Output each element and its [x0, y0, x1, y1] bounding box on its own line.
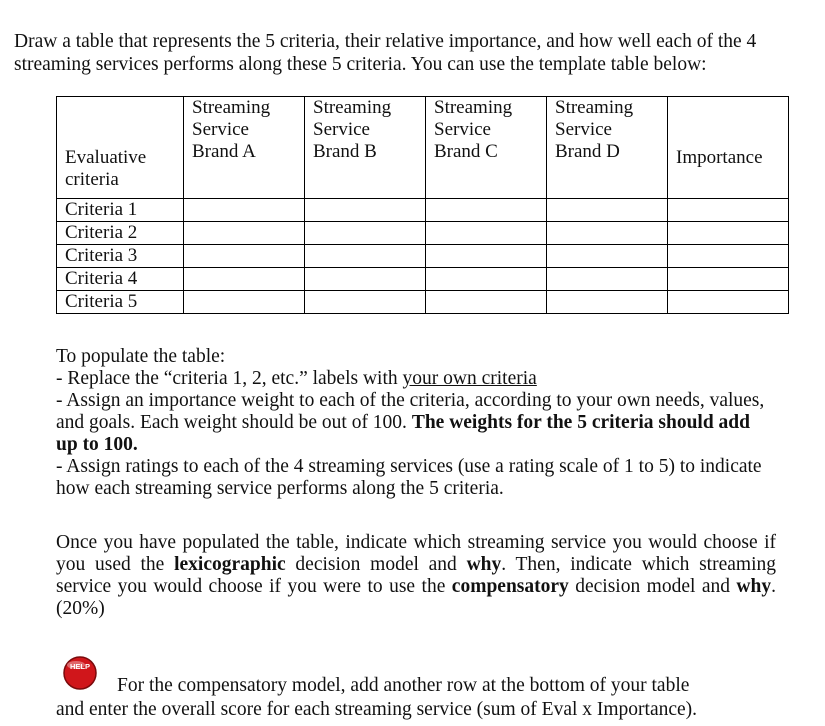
- rating-cell: [547, 268, 668, 291]
- rating-cell: [184, 199, 305, 222]
- populate-item-1: [56, 368, 776, 390]
- brand-a-line2: Service: [192, 119, 249, 140]
- brand-c-line1: Streaming: [434, 97, 513, 118]
- instr-text-4: decision model and: [568, 576, 737, 597]
- rating-cell: [426, 245, 547, 268]
- brand-d-header: [547, 97, 668, 199]
- rating-cell: [184, 268, 305, 291]
- instr-text-3: . Then, indicate which streaming service you would choose if you were to use the: [56, 554, 776, 597]
- help-note-line-1: For the compensatory model, add another row at the bottom of your table: [117, 675, 690, 696]
- intro-text: Draw a table that represents the 5 criteria, their relative importance, and how well each of the 4 streaming services performs along these 5 criteria. You can use the template table below:: [14, 31, 757, 75]
- rating-cell: [305, 268, 426, 291]
- brand-b-line2: Service: [313, 119, 370, 140]
- rating-cell: [184, 291, 305, 314]
- populate-instructions: [56, 346, 776, 500]
- table-header-row: [57, 97, 789, 199]
- rating-cell: [547, 245, 668, 268]
- importance-header: Importance: [676, 147, 763, 168]
- rating-cell: [184, 222, 305, 245]
- criteria-label: Criteria 4: [57, 268, 184, 291]
- rating-cell: [305, 199, 426, 222]
- criteria-label: Criteria 1: [57, 199, 184, 222]
- table-row: [57, 268, 789, 291]
- help-note-line-2: and enter the overall score for each streaming service (sum of Eval x Importance).: [56, 699, 698, 720]
- importance-cell: [668, 245, 789, 268]
- decision-model-instructions: [56, 532, 776, 620]
- table-row: [57, 222, 789, 245]
- own-criteria-underlined: your own criteria: [402, 368, 537, 389]
- table-row: [57, 245, 789, 268]
- rating-cell: [426, 291, 547, 314]
- rating-cell: [426, 222, 547, 245]
- brand-c-line3: Brand C: [434, 141, 498, 162]
- brand-a-line1: Streaming: [192, 97, 271, 118]
- brand-a-header: [184, 97, 305, 199]
- rating-cell: [305, 222, 426, 245]
- importance-header-cell: [668, 97, 789, 199]
- compensatory-bold: compensatory: [451, 576, 569, 597]
- populate-item-3: - Assign ratings to each of the 4 streaming services (use a rating scale of 1 to 5) to indicate how each streaming service performs along the 5 criteria.: [56, 456, 762, 499]
- why-bold-1: why: [466, 554, 502, 575]
- rating-cell: [305, 245, 426, 268]
- brand-b-line3: Brand B: [313, 141, 377, 162]
- importance-cell: [668, 222, 789, 245]
- brand-a-line3: Brand A: [192, 141, 256, 162]
- populate-item-2: [56, 390, 776, 456]
- importance-cell: [668, 291, 789, 314]
- brand-c-header: [426, 97, 547, 199]
- criteria-label: Criteria 5: [57, 291, 184, 314]
- table-row: [57, 291, 789, 314]
- rating-cell: [184, 245, 305, 268]
- help-icon-label: HELP: [69, 662, 91, 671]
- importance-cell: [668, 199, 789, 222]
- criteria-header: Evaluative criteria: [65, 147, 147, 190]
- table-row: [57, 199, 789, 222]
- instr-text-1: Once you have populated the table, indicate which streaming service you would choose if you used the: [56, 532, 776, 575]
- rating-cell: [426, 199, 547, 222]
- rating-cell: [547, 199, 668, 222]
- criteria-label: Criteria 2: [57, 222, 184, 245]
- weights-note-bold: The weights for the 5 criteria should add up to 100.: [56, 412, 750, 455]
- rating-cell: [547, 291, 668, 314]
- rating-cell: [426, 268, 547, 291]
- criteria-label: Criteria 3: [57, 245, 184, 268]
- populate-heading: To populate the table:: [56, 346, 226, 367]
- instr-text-5: . (20%): [56, 576, 776, 619]
- brand-b-header: [305, 97, 426, 199]
- brand-c-line2: Service: [434, 119, 491, 140]
- lexicographic-bold: lexicographic: [174, 554, 286, 575]
- brand-d-line1: Streaming: [555, 97, 634, 118]
- template-table: [56, 96, 789, 314]
- rating-cell: [547, 222, 668, 245]
- populate-item-2-text: - Assign an importance weight to each of the criteria, according to your own needs, values, and goals. Each weight should be out of 100.: [56, 390, 765, 433]
- brand-d-line2: Service: [555, 119, 612, 140]
- instr-text-2: decision model and: [285, 554, 467, 575]
- importance-cell: [668, 268, 789, 291]
- rating-cell: [305, 291, 426, 314]
- criteria-header-cell: [57, 97, 184, 199]
- brand-b-line1: Streaming: [313, 97, 392, 118]
- brand-d-line3: Brand D: [555, 141, 620, 162]
- help-icon: [62, 655, 98, 691]
- why-bold-2: why: [736, 576, 772, 597]
- populate-item-1-text: - Replace the “criteria 1, 2, etc.” labels with: [56, 368, 403, 389]
